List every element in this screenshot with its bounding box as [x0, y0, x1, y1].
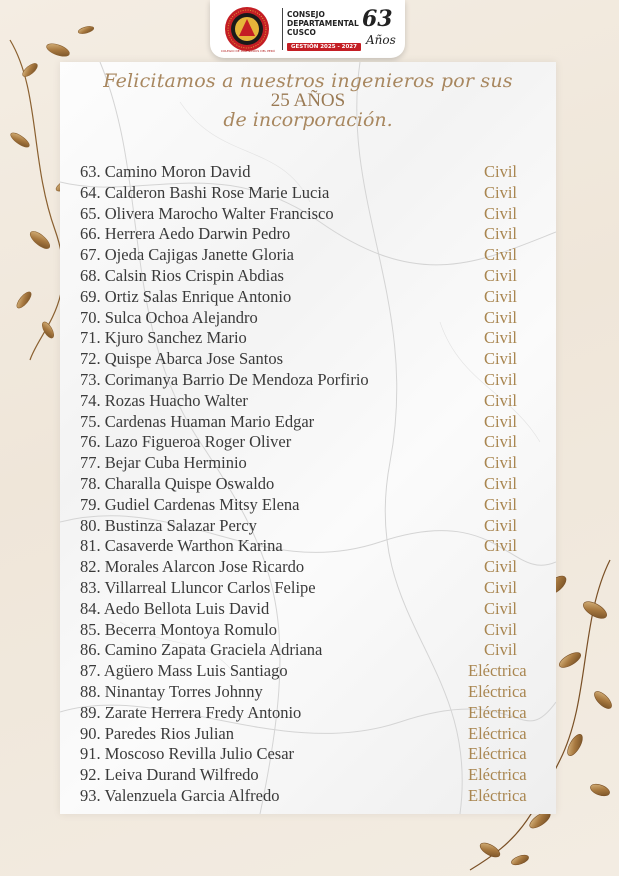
engineer-specialty: Eléctrica	[468, 702, 527, 722]
engineer-number: 90.	[80, 723, 101, 743]
engineer-fullname: Rozas Huacho Walter	[104, 390, 248, 410]
engineer-name	[80, 245, 294, 266]
engineer-specialty: Eléctrica	[468, 785, 527, 805]
engineer-number: 86.	[80, 640, 101, 660]
list-item	[80, 765, 538, 786]
engineer-fullname: Paredes Rios Julian	[104, 723, 234, 743]
list-item	[80, 183, 538, 204]
list-item	[80, 578, 538, 599]
engineer-name	[80, 453, 247, 474]
engineer-list	[80, 162, 538, 807]
engineer-fullname: Lazo Figueroa Roger Oliver	[104, 432, 292, 452]
engineer-number: 87.	[80, 661, 101, 681]
engineer-name	[80, 204, 334, 225]
engineer-name	[80, 640, 322, 661]
engineer-name	[80, 724, 234, 745]
heading-line3: de incorporación.	[223, 109, 393, 131]
engineer-fullname: Moscoso Revilla Julio Cesar	[104, 744, 295, 764]
list-item	[80, 204, 538, 225]
list-item	[80, 391, 538, 412]
engineer-fullname: Villarreal Lluncor Carlos Felipe	[104, 577, 316, 597]
engineer-specialty: Civil	[484, 390, 518, 410]
engineer-fullname: Sulca Ochoa Alejandro	[104, 307, 258, 327]
engineer-name	[80, 308, 258, 329]
engineer-specialty: Civil	[484, 494, 518, 514]
engineer-name	[80, 412, 314, 433]
engineer-number: 68.	[80, 265, 101, 285]
engineer-number: 69.	[80, 286, 101, 306]
engineer-specialty: Civil	[484, 432, 518, 452]
engineer-specialty: Civil	[484, 203, 518, 223]
list-item	[80, 266, 538, 287]
engineer-specialty: Civil	[484, 265, 518, 285]
marble-panel	[60, 62, 556, 814]
engineer-fullname: Charalla Quispe Oswaldo	[104, 473, 275, 493]
heading	[60, 70, 556, 131]
engineer-fullname: Kjuro Sanchez Mario	[104, 328, 247, 348]
engineer-specialty: Civil	[484, 307, 518, 327]
engineer-specialty: Civil	[484, 557, 518, 577]
engineer-number: 71.	[80, 328, 101, 348]
engineer-specialty: Civil	[484, 453, 518, 473]
term-badge: GESTIÓN 2025 - 2027	[287, 43, 361, 51]
list-item	[80, 724, 538, 745]
list-item	[80, 245, 538, 266]
engineer-name	[80, 391, 248, 412]
engineer-fullname: Morales Alarcon Jose Ricardo	[104, 557, 305, 577]
engineer-name	[80, 328, 247, 349]
engineer-number: 75.	[80, 411, 101, 431]
engineer-number: 67.	[80, 245, 101, 265]
list-item	[80, 308, 538, 329]
engineer-number: 92.	[80, 765, 101, 785]
list-item	[80, 682, 538, 703]
engineer-number: 65.	[80, 203, 101, 223]
engineer-specialty: Eléctrica	[468, 765, 527, 785]
list-item	[80, 703, 538, 724]
engineer-number: 82.	[80, 557, 101, 577]
engineer-fullname: Ninantay Torres Johnny	[104, 681, 263, 701]
engineer-fullname: Olivera Marocho Walter Francisco	[104, 203, 334, 223]
engineer-number: 70.	[80, 307, 101, 327]
engineer-name	[80, 744, 294, 765]
engineer-specialty: Civil	[484, 224, 518, 244]
engineer-number: 91.	[80, 744, 101, 764]
engineer-specialty: Civil	[484, 328, 518, 348]
engineer-name	[80, 578, 316, 599]
engineer-specialty: Civil	[484, 411, 518, 431]
engineer-name	[80, 557, 304, 578]
engineer-name	[80, 370, 369, 391]
engineer-name	[80, 765, 259, 786]
list-item	[80, 620, 538, 641]
engineer-fullname: Ortiz Salas Enrique Antonio	[104, 286, 292, 306]
org-name: CONSEJO DEPARTAMENTAL CUSCO	[287, 10, 359, 37]
engineer-name	[80, 786, 279, 807]
heading-line2: 25 AÑOS	[270, 90, 346, 111]
engineer-number: 74.	[80, 390, 101, 410]
engineer-fullname: Bustinza Salazar Percy	[104, 515, 257, 535]
engineer-specialty: Eléctrica	[468, 744, 527, 764]
engineer-fullname: Calsin Rios Crispin Abdias	[104, 265, 284, 285]
list-item	[80, 412, 538, 433]
engineer-specialty: Civil	[484, 162, 518, 181]
engineer-fullname: Leiva Durand Wilfredo	[104, 765, 259, 785]
engineer-specialty: Civil	[484, 473, 518, 493]
engineer-fullname: Valenzuela Garcia Alfredo	[104, 785, 280, 805]
engineer-name	[80, 183, 329, 204]
engineer-specialty: Eléctrica	[468, 681, 527, 701]
engineer-number: 79.	[80, 494, 101, 514]
engineer-number: 77.	[80, 453, 101, 473]
header-logo-card	[210, 0, 405, 58]
engineer-fullname: Quispe Abarca Jose Santos	[104, 349, 284, 369]
engineer-specialty: Civil	[484, 619, 518, 639]
anniversary-word: Años	[366, 33, 396, 47]
engineer-fullname: Agüero Mass Luis Santiago	[103, 661, 288, 681]
list-item	[80, 287, 538, 308]
list-item	[80, 349, 538, 370]
engineer-number: 88.	[80, 681, 101, 701]
engineer-specialty: Civil	[484, 536, 518, 556]
engineer-specialty: Civil	[484, 515, 518, 535]
engineer-name	[80, 224, 290, 245]
list-item	[80, 224, 538, 245]
engineer-number: 83.	[80, 577, 101, 597]
engineer-name	[80, 266, 284, 287]
engineer-name	[80, 162, 251, 183]
engineer-fullname: Bejar Cuba Herminio	[104, 453, 247, 473]
engineer-specialty: Civil	[484, 598, 518, 618]
engineer-fullname: Aedo Bellota Luis David	[103, 598, 270, 618]
engineer-specialty: Civil	[484, 349, 518, 369]
list-item	[80, 495, 538, 516]
engineer-number: 93.	[80, 785, 101, 805]
engineer-specialty: Civil	[484, 182, 518, 202]
list-item	[80, 328, 538, 349]
engineer-specialty: Civil	[484, 245, 518, 265]
engineer-fullname: Corimanya Barrio De Mendoza Porfirio	[104, 369, 369, 389]
engineer-name	[80, 432, 291, 453]
engineer-fullname: Cardenas Huaman Mario Edgar	[104, 411, 315, 431]
engineer-fullname: Ojeda Cajigas Janette Gloria	[104, 245, 294, 265]
engineer-name	[80, 599, 269, 620]
engineer-name	[80, 536, 283, 557]
engineer-number: 80.	[80, 515, 101, 535]
list-item	[80, 370, 538, 391]
engineer-fullname: Casaverde Warthon Karina	[104, 536, 283, 556]
engineer-specialty: Civil	[484, 286, 518, 306]
list-item	[80, 744, 538, 765]
list-item	[80, 474, 538, 495]
engineer-number: 84.	[80, 598, 101, 618]
engineer-fullname: Herrera Aedo Darwin Pedro	[104, 224, 291, 244]
list-item	[80, 557, 538, 578]
engineer-number: 78.	[80, 473, 101, 493]
engineer-number: 85.	[80, 619, 101, 639]
anniversary-number: 63	[362, 6, 393, 32]
engineer-name	[80, 516, 257, 537]
engineer-fullname: Camino Moron David	[104, 162, 251, 181]
logo-caption: COLEGIO DE INGENIEROS DEL PERÚ	[220, 49, 276, 53]
engineer-fullname: Zarate Herrera Fredy Antonio	[104, 702, 302, 722]
engineer-name	[80, 703, 301, 724]
header-divider	[282, 8, 283, 50]
list-item	[80, 536, 538, 557]
engineer-specialty: Eléctrica	[468, 723, 527, 743]
engineer-specialty: Civil	[484, 640, 518, 660]
engineer-number: 73.	[80, 369, 101, 389]
engineer-number: 81.	[80, 536, 101, 556]
heading-line1: Felicitamos a nuestros ingenieros por sus	[103, 70, 513, 92]
list-item	[80, 786, 538, 807]
engineer-name	[80, 474, 274, 495]
engineer-fullname: Camino Zapata Graciela Adriana	[104, 640, 323, 660]
list-item	[80, 661, 538, 682]
list-item	[80, 453, 538, 474]
engineer-number: 76.	[80, 432, 101, 452]
list-item	[80, 432, 538, 453]
engineer-name	[80, 682, 263, 703]
engineer-name	[80, 287, 291, 308]
engineer-fullname: Calderon Bashi Rose Marie Lucia	[104, 182, 330, 202]
list-item	[80, 640, 538, 661]
engineer-number: 66.	[80, 224, 101, 244]
engineer-specialty: Eléctrica	[468, 661, 527, 681]
engineer-name	[80, 495, 300, 516]
engineer-number: 72.	[80, 349, 101, 369]
engineer-number: 89.	[80, 702, 101, 722]
engineer-name	[80, 349, 283, 370]
engineer-fullname: Becerra Montoya Romulo	[104, 619, 278, 639]
engineer-specialty: Civil	[484, 369, 518, 389]
engineer-number: 63.	[80, 162, 101, 181]
engineer-fullname: Gudiel Cardenas Mitsy Elena	[104, 494, 300, 514]
list-item	[80, 516, 538, 537]
engineer-name	[80, 661, 288, 682]
college-seal-icon	[224, 6, 270, 52]
list-item	[80, 599, 538, 620]
engineer-name	[80, 620, 277, 641]
list-item	[80, 162, 538, 183]
engineer-specialty: Civil	[484, 577, 518, 597]
engineer-number: 64.	[80, 182, 101, 202]
